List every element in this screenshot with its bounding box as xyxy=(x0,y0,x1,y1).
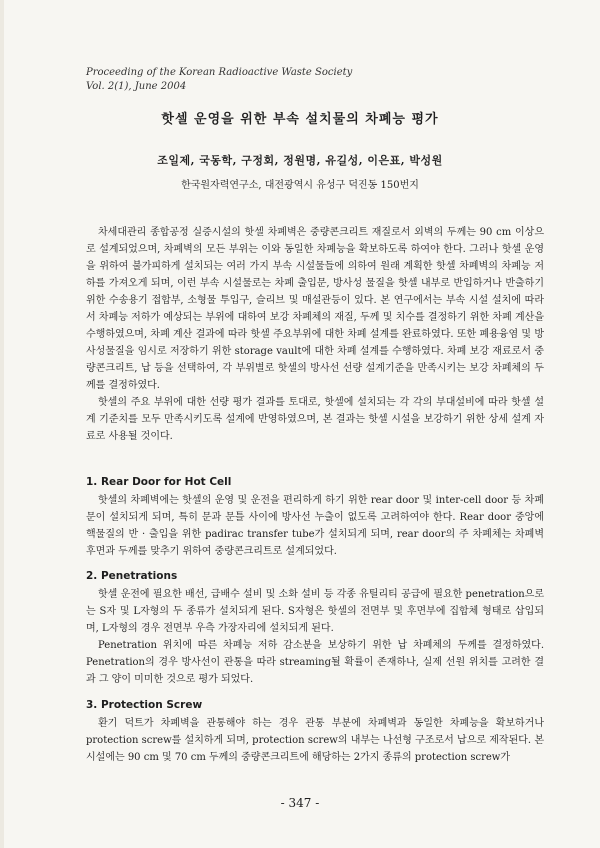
journal-header xyxy=(86,66,352,94)
section-heading: 2. Penetrations xyxy=(86,570,178,582)
section-heading: 1. Rear Door for Hot Cell xyxy=(86,476,232,488)
affiliation: 한국원자력연구소, 대전광역시 유성구 덕진동 150번지 xyxy=(181,180,419,191)
section-paragraph: 핫셀 운전에 필요한 배선, 급배수 설비 및 소화 설비 등 각종 유틸리티 공급에 필요한 penetration으로는 S자 및 L자형의 두 종류가 설치되게 된다. S자형은 핫셀의 전면부 및 후면부에 집합체 형태로 삽입되며, L자형의 경우 전면부 우측 가장자리에 설치되게 된다. xyxy=(86,589,544,634)
page-number: - 347 - xyxy=(280,796,320,810)
section-paragraph: Penetration 위치에 따른 차폐능 저하 감소분을 보상하기 위한 납 차폐체의 두께를 결정하였다. Penetration의 경우 방사선이 관통을 따라 streaming될 확률이 존재하나, 실제 선원 위치를 고려한 결과 그 양이 미미한 것으로 평가 되었다. xyxy=(86,640,544,685)
journal-name: Proceeding of the Korean Radioactive Waste Society xyxy=(86,67,353,78)
author-list: 조일제, 국동학, 구정회, 정원명, 유길성, 이은표, 박성원 xyxy=(157,154,443,167)
scan-edge xyxy=(0,0,4,848)
journal-volume: Vol. 2(1), June 2004 xyxy=(86,81,187,92)
paper-title: 핫셀 운영을 위한 부속 설치물의 차폐능 평가 xyxy=(161,112,439,127)
section-rear-door xyxy=(86,474,544,560)
section-heading: 3. Protection Screw xyxy=(86,699,203,711)
section-penetrations xyxy=(86,568,544,688)
abstract-paragraph: 핫셀의 주요 부위에 대한 선량 평가 결과를 토대로, 핫셀에 설치되는 각 각의 부대설비에 따라 핫셀 설계 기준치를 모두 만족시키도록 설계에 반영하였으며, 본 결과는 핫셀 시설을 보강하기 위한 상세 설계 자료로 사용될 것이다. xyxy=(86,397,544,442)
abstract xyxy=(86,224,544,445)
abstract-paragraph: 차세대관리 종합공정 실증시설의 핫셀 차폐벽은 중량콘크리트 재질로서 외벽의 두께는 90 cm 이상으로 설계되었으며, 차폐벽의 모든 부위는 이와 동일한 차폐능을 확보하도록 하여야 한다. 그러나 핫셀 운영을 위하여 불가피하게 설치되는 여러 가지 부속 시설물들에 의하여 원래 계획한 핫셀 차폐벽의 차폐능 저하를 가져오게 되며, 이런 부속 시설물로는 차폐 출입문, 방사성 물질을 핫셀 내부로 반입하거나 반출하기 위한 수송용기 접합부, 소형물 투입구, 슬리브 및 매설관등이 있다. 본 연구에서는 부속 시설 설치에 따라서 차폐능 저하가 예상되는 부위에 대하여 보강 차폐체의 재질, 두께 및 치수를 결정하기 위한 차폐 계산을 수행하였으며, 차폐 계산 결과에 따라 핫셀 주요부위에 대한 차폐 설계를 완료하였다. 또한 폐용융염 및 방사성물질을 임시로 저장하기 위한 storage vault에 대한 차폐 설계를 수행하였다. 차폐 보강 재료로서 중량콘크리트, 납 등을 선택하여, 각 부위별로 핫셀의 방사선 선량 설계기준을 만족시키는 보강 차폐체의 두께를 결정하였다. xyxy=(86,227,544,391)
section-paragraph: 환기 덕트가 차폐벽을 관통해야 하는 경우 관통 부분에 차폐벽과 동일한 차폐능을 확보하거나 protection screw를 설치하게 되며, protection screw의 내부는 나선형 구조로서 납으로 제작된다. 본 시설에는 90 cm 및 70 cm 두께의 중량콘크리트에 해당하는 2가지 종류의 protection screw가 xyxy=(86,718,544,763)
section-protection-screw xyxy=(86,697,544,766)
section-paragraph: 핫셀의 차폐벽에는 핫셀의 운영 및 운전을 편리하게 하기 위한 rear door 및 inter-cell door 등 차폐문이 설치되게 되며, 특히 문과 문틀 사이에 방사선 누출이 없도록 고려하여야 한다. Rear door 중앙에 핵물질의 반 · 출입을 위한 padirac transfer tube가 설치되게 되며, rear door의 주 차폐체는 차폐벽 후면과 두께를 맞추기 위하여 중량콘크리트로 설계되었다. xyxy=(86,495,544,557)
